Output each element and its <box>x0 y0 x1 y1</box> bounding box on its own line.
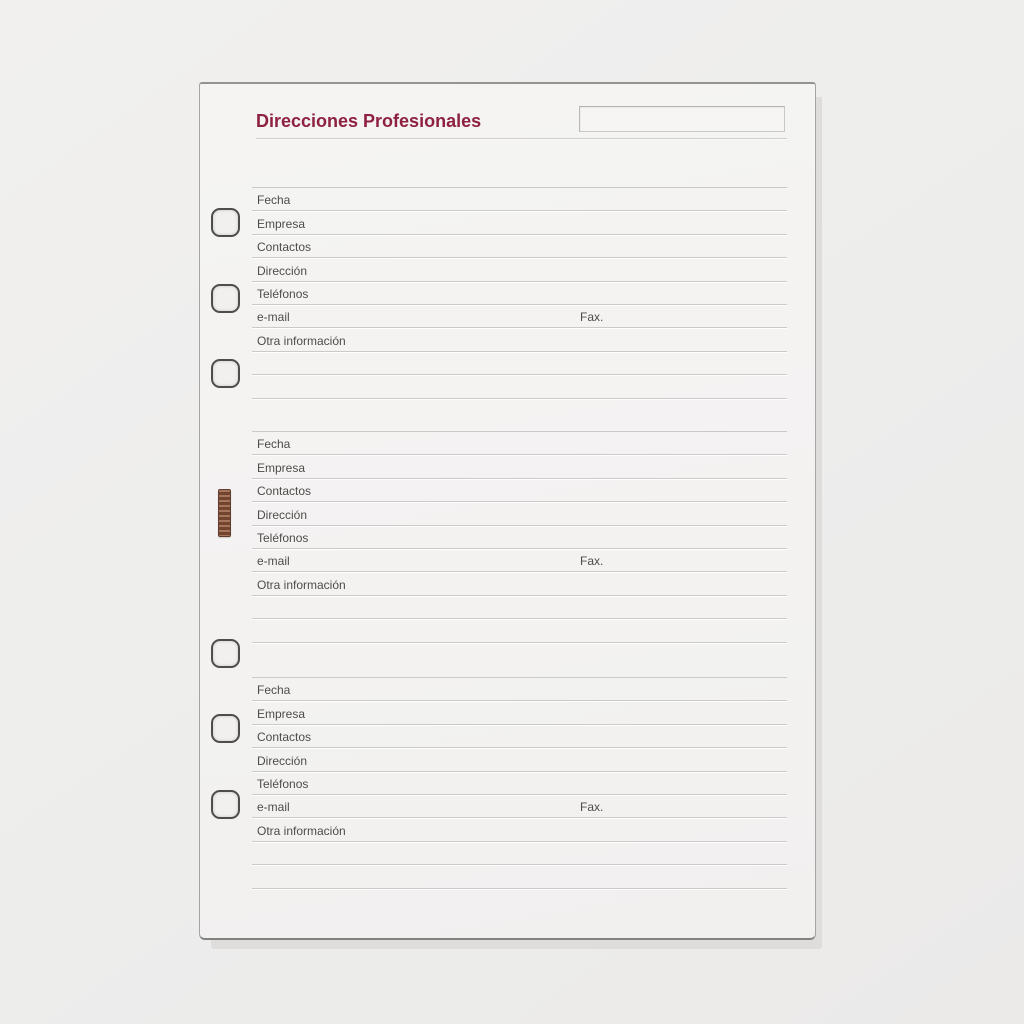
field-label-contactos: Contactos <box>257 730 312 745</box>
field-row-otra-informacion <box>252 328 787 351</box>
field-label-email: e-mail <box>257 800 290 815</box>
field-label-telefonos: Teléfonos <box>257 776 309 791</box>
field-label-empresa: Empresa <box>257 460 306 475</box>
field-label-fecha: Fecha <box>257 683 291 698</box>
field-label-fax: Fax. <box>580 310 604 325</box>
field-row-empresa <box>252 211 787 234</box>
field-label-otra-informacion: Otra información <box>257 577 346 592</box>
field-row-telefonos <box>252 772 787 795</box>
header-rule <box>256 138 787 139</box>
organizer-page <box>199 82 816 940</box>
field-label-contactos: Contactos <box>257 240 312 255</box>
field-row-email <box>252 795 787 818</box>
field-row-contactos <box>252 479 787 502</box>
blank-line <box>252 352 787 375</box>
field-row-empresa <box>252 701 787 724</box>
field-label-fax: Fax. <box>580 554 604 569</box>
address-block-1 <box>252 187 787 399</box>
blank-line <box>252 865 787 888</box>
punch-hole-icon <box>211 790 240 819</box>
blank-line <box>252 619 787 642</box>
field-label-direccion: Dirección <box>257 263 308 278</box>
field-row-contactos <box>252 725 787 748</box>
blank-line <box>252 842 787 865</box>
field-row-email <box>252 549 787 572</box>
binder-rivet-icon <box>218 489 231 537</box>
field-row-fecha <box>252 188 787 211</box>
punch-hole-icon <box>211 284 240 313</box>
field-label-fecha: Fecha <box>257 193 291 208</box>
field-label-fax: Fax. <box>580 800 604 815</box>
field-label-empresa: Empresa <box>257 706 306 721</box>
field-label-empresa: Empresa <box>257 216 306 231</box>
field-label-email: e-mail <box>257 310 290 325</box>
punch-hole-icon <box>211 208 240 237</box>
field-row-otra-informacion <box>252 818 787 841</box>
blank-line <box>252 596 787 619</box>
page-title: Direcciones Profesionales <box>256 111 482 131</box>
field-label-direccion: Dirección <box>257 753 308 768</box>
field-label-otra-informacion: Otra información <box>257 823 346 838</box>
field-row-fecha <box>252 432 787 455</box>
field-label-telefonos: Teléfonos <box>257 530 309 545</box>
field-row-otra-informacion <box>252 572 787 595</box>
field-row-direccion <box>252 502 787 525</box>
punch-hole-icon <box>211 714 240 743</box>
field-row-telefonos <box>252 526 787 549</box>
field-row-contactos <box>252 235 787 258</box>
field-row-email <box>252 305 787 328</box>
field-row-direccion <box>252 258 787 281</box>
field-row-telefonos <box>252 282 787 305</box>
field-label-direccion: Dirección <box>257 507 308 522</box>
field-label-otra-informacion: Otra información <box>257 333 346 348</box>
field-row-empresa <box>252 455 787 478</box>
punch-hole-icon <box>211 639 240 668</box>
field-label-contactos: Contactos <box>257 484 312 499</box>
field-row-direccion <box>252 748 787 771</box>
punch-hole-icon <box>211 359 240 388</box>
address-block-2 <box>252 431 787 643</box>
field-label-telefonos: Teléfonos <box>257 286 309 301</box>
header-index-box <box>579 106 785 132</box>
field-row-fecha <box>252 678 787 701</box>
address-block-3 <box>252 677 787 889</box>
field-label-fecha: Fecha <box>257 437 291 452</box>
field-label-email: e-mail <box>257 554 290 569</box>
blank-line <box>252 375 787 398</box>
